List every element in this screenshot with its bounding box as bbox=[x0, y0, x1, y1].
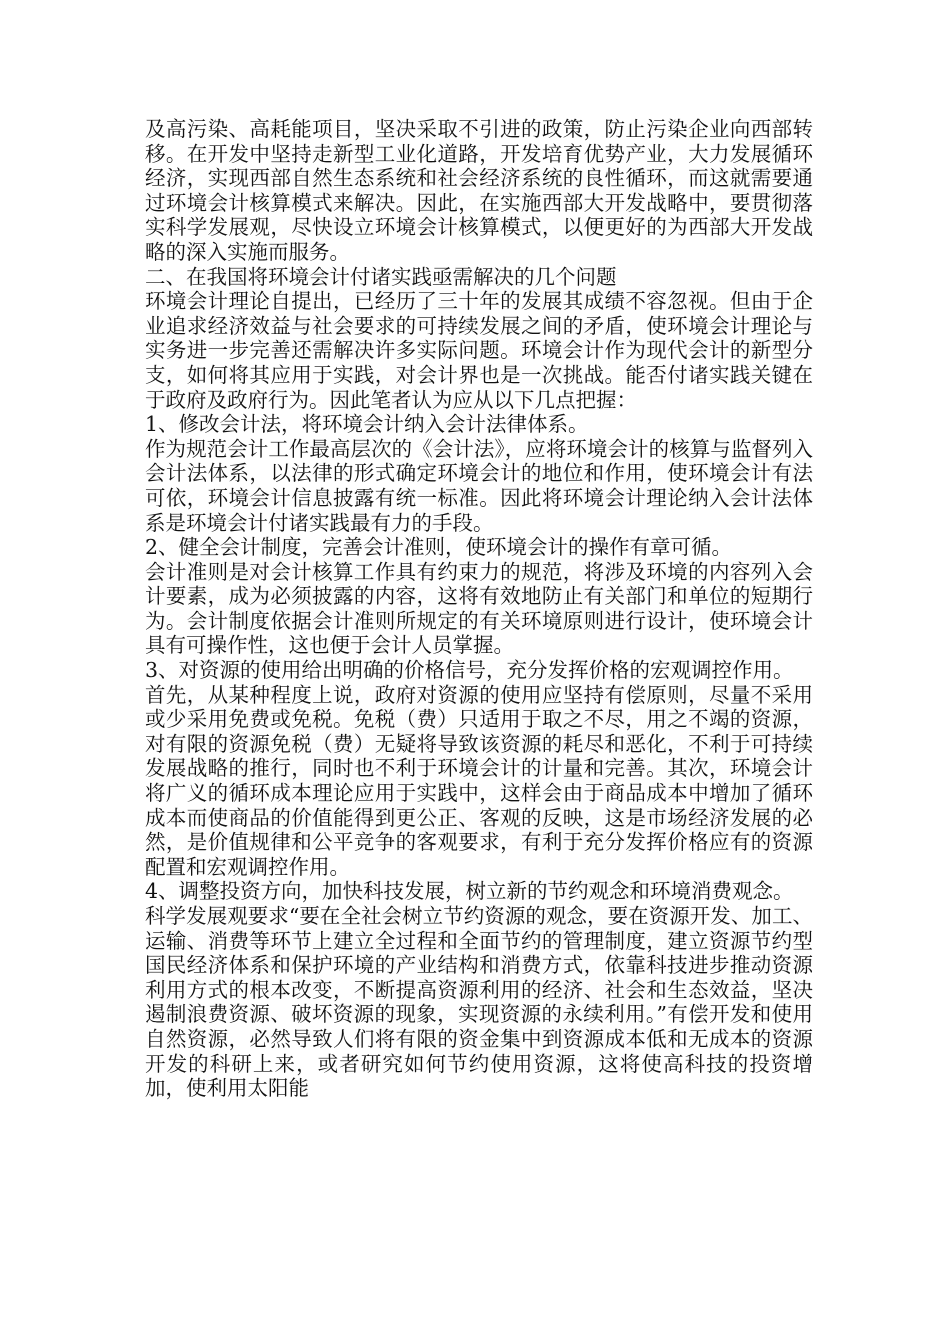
document-body bbox=[145, 117, 813, 1101]
paragraph-point-1: 作为规范会计工作最高层次的《会计法》，应将环境会计的核算与监督列入会计法体系，以法律的形式确定环境会计的地位和作用，使环境会计有法可依，环境会计信息披露有统一标准。因此将环境会计理论纳入会计法体系是环境会计付诸实践最有力的手段。 bbox=[145, 436, 813, 535]
paragraph-point-3: 首先，从某种程度上说，政府对资源的使用应坚持有偿原则，尽量不采用或少采用免费或免税。免税（费）只适用于取之不尽，用之不竭的资源，对有限的资源免税（费）无疑将导致该资源的耗尽和恶化，不利于可持续发展战略的推行，同时也不利于环境会计的计量和完善。其次，环境会计将广义的循环成本理论应用于实践中，这样会由于商品成本中增加了循环成本而使商品的价值能得到更公正、客观的反映，这是市场经济发展的必然，是价值规律和公平竞争的客观要求，有利于充分发挥价格应有的资源配置和宏观调控作用。 bbox=[145, 682, 813, 879]
point-heading-1: 1、修改会计法，将环境会计纳入会计法律体系。 bbox=[145, 412, 589, 437]
paragraph-point-4: 科学发展观要求“要在全社会树立节约资源的观念，要在资源开发、加工、运输、消费等环节上建立全过程和全面节约的管理制度，建立资源节约型国民经济体系和保护环境的产业结构和消费方式，依靠科技进步推动资源利用方式的根本改变，不断提高资源利用的经济、社会和生态效益，坚决遏制浪费资源、破坏资源的现象，实现资源的永续利用。”有偿开发和使用自然资源，必然导致人们将有限的资金集中到资源成本低和无成本的资源开发的科研上来，或者研究如何节约使用资源，这将使高科技的投资增加，使利用太阳能 bbox=[145, 904, 813, 1101]
paragraph-intro: 环境会计理论自提出，已经历了三十年的发展其成绩不容忽视。但由于企业追求经济效益与社会要求的可持续发展之间的矛盾，使环境会计理论与实务进一步完善还需解决许多实际问题。环境会计作为现代会计的新型分支，如何将其应用于实践，对会计界也是一次挑战。能否付诸实践关键在于政府及政府行为。因此笔者认为应从以下几点把握： bbox=[145, 289, 813, 412]
point-heading-4: 4、调整投资方向，加快科技发展，树立新的节约观念和环境消费观念。 bbox=[145, 879, 794, 904]
paragraph-point-2: 会计准则是对会计核算工作具有约束力的规范，将涉及环境的内容列入会计要素，成为必须披露的内容，这将有效地防止有关部门和单位的短期行为。会计制度依据会计准则所规定的有关环境原则进行设计，使环境会计具有可操作性，这也便于会计人员掌握。 bbox=[145, 559, 813, 658]
point-heading-3: 3、对资源的使用给出明确的价格信号，充分发挥价格的宏观调控作用。 bbox=[145, 658, 794, 683]
section-heading-2: 二、在我国将环境会计付诸实践亟需解决的几个问题 bbox=[145, 264, 617, 289]
point-heading-2: 2、健全会计制度，完善会计准则，使环境会计的操作有章可循。 bbox=[145, 535, 733, 560]
paragraph-western-development: 及高污染、高耗能项目，坚决采取不引进的政策，防止污染企业向西部转移。在开发中坚持走新型工业化道路，开发培育优势产业，大力发展循环经济，实现西部自然生态系统和社会经济系统的良性循环，而这就需要通过环境会计核算模式来解决。因此，在实施西部大开发战略中，要贯彻落实科学发展观，尽快设立环境会计核算模式，以便更好的为西部大开发战略的深入实施而服务。 bbox=[145, 117, 813, 264]
